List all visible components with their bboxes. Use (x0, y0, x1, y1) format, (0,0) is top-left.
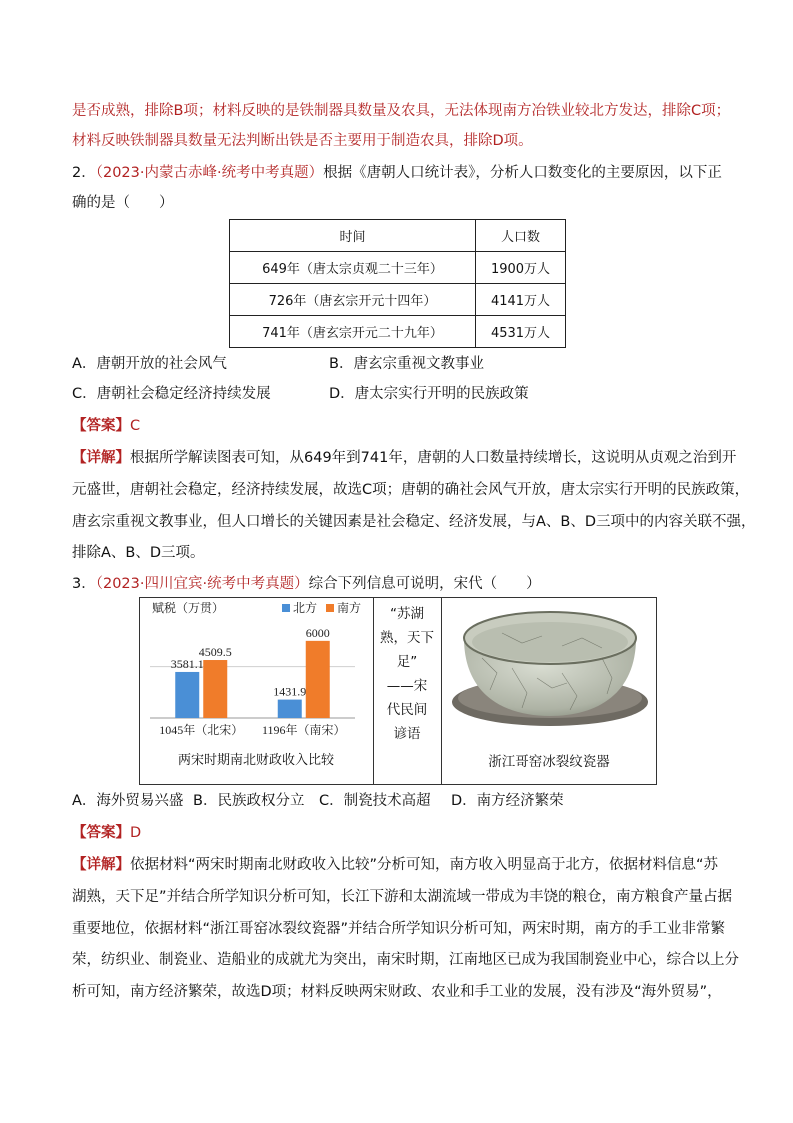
q3-option-b: B．民族政权分立 (193, 793, 305, 809)
table-cell-population: 4531万人 (476, 316, 566, 348)
q3-option-d: D．南方经济繁荣 (451, 793, 564, 809)
legend-label: 北方 (293, 601, 318, 615)
crackle-glaze-bowl-image (442, 598, 656, 743)
q2-answer-value: C (130, 418, 141, 434)
chart-title: 两宋时期南北财政收入比较 (177, 753, 335, 768)
proverb-line: 谚语 (393, 726, 421, 742)
q3-detail-label: 【详解】 (72, 857, 130, 873)
table-cell-population: 1900万人 (476, 252, 566, 284)
bar-north (278, 700, 302, 718)
q3-detail-line-1 (72, 855, 718, 875)
table-cell-time: 726年（唐玄宗开元十四年） (230, 284, 476, 316)
q2-stem-line-2: 确的是（ ） (72, 195, 174, 211)
legend-label: 南方 (337, 601, 362, 615)
bowl-caption: 浙江哥窑冰裂纹瓷器 (488, 754, 610, 770)
bar-data-label: 6000 (305, 625, 330, 640)
q2-detail-line-1 (72, 448, 736, 468)
bar-data-label: 4509.5 (198, 645, 232, 660)
q2-detail-label: 【详解】 (72, 450, 130, 466)
q3-answer-label: 【答案】 (72, 825, 130, 841)
q2-option-d: D．唐太宗实行开明的民族政策 (329, 386, 529, 402)
intro-line-1: 是否成熟，排除B项；材料反映的是铁制器具数量及农具，无法体现南方冶铁业较北方发达，排除C项； (72, 103, 731, 119)
q3-answer (72, 823, 141, 843)
x-tick-label: 1045年（北宋） (159, 723, 244, 737)
q2-detail-line-2: 元盛世，唐朝社会稳定，经济持续发展，故选C项；唐朝的确社会风气开放，唐太宗实行开明的民族政策， (72, 482, 750, 498)
q2-answer (72, 416, 140, 436)
q3-detail-line-5: 析可知，南方经济繁荣，故选D项；材料反映两宋财政、农业和手工业的发展，没有涉及“海外贸易”， (72, 984, 722, 1000)
revenue-chart (140, 598, 373, 784)
proverb-cell (373, 598, 442, 784)
table-cell-time: 741年（唐玄宗开元二十九年） (230, 316, 476, 348)
chart-ylabel: 赋税（万贯） (152, 601, 225, 615)
bar-south (306, 641, 330, 718)
proverb-line: 代民间 (386, 702, 428, 718)
legend-swatch (326, 604, 334, 612)
proverb-line: “苏湖 (390, 606, 424, 622)
q3-stem: 综合下列信息可说明，宋代（ ） (308, 576, 541, 592)
table-row (230, 284, 566, 316)
q3-number: 3． (72, 576, 96, 592)
q2-detail-text: 根据所学解读图表可知，从649年到741年，唐朝的人口数量持续增长，这说明从贞观之治到开 (130, 450, 737, 466)
bar-north (175, 672, 199, 718)
q2-answer-label: 【答案】 (72, 418, 130, 434)
q2-source: （2023·内蒙古赤峰·统考中考真题） (95, 165, 324, 181)
proverb-line: 熟，天下 (380, 630, 434, 646)
q3-option-c: C．制瓷技术高超 (319, 793, 431, 809)
q2-detail-line-4: 排除A、B、D三项。 (72, 545, 205, 561)
q3-answer-value: D (130, 825, 142, 841)
table-header-time: 时间 (230, 220, 476, 252)
q3-detail-text: 依据材料“两宋时期南北财政收入比较”分析可知，南方收入明显高于北方，依据材料信息“苏 (130, 857, 719, 873)
revenue-chart-cell (140, 598, 374, 784)
q3-figure (139, 597, 657, 785)
proverb-line: ——宋 (386, 678, 428, 694)
bowl-cell (442, 598, 656, 784)
q2-stem-line-1 (72, 163, 722, 183)
q2-detail-line-3: 唐玄宗重视文教事业，但人口增长的关键因素是社会稳定、经济发展，与A、B、D三项中的内容关联不强， (72, 514, 756, 530)
q3-option-a: A．海外贸易兴盛 (72, 793, 184, 809)
bar-data-label: 1431.9 (273, 684, 307, 699)
q3-stem-line (72, 574, 541, 594)
proverb-line: 足” (396, 654, 418, 670)
intro-line-2: 材料反映铁制器具数量无法判断出铁是否主要用于制造农具，排除D项。 (72, 133, 533, 149)
q2-option-b: B．唐玄宗重视文教事业 (329, 356, 484, 372)
table-header-population: 人口数 (476, 220, 566, 252)
table-cell-population: 4141万人 (476, 284, 566, 316)
table-row (230, 316, 566, 348)
q2-number: 2． (72, 165, 96, 181)
q3-detail-line-3: 重要地位，依据材料“浙江哥窑冰裂纹瓷器”并结合所学知识分析可知，两宋时期，南方的手工业非常繁 (72, 921, 726, 937)
q2-stem: 根据《唐朝人口统计表》，分析人口数变化的主要原因，以下正 (323, 165, 722, 181)
q3-detail-line-4: 荣，纺织业、制瓷业、造船业的成就尤为突出，南宋时期，江南地区已成为我国制瓷业中心，综合以上分 (72, 952, 739, 968)
x-tick-label: 1196年（南宋） (261, 723, 346, 737)
q3-source: （2023·四川宜宾·统考中考真题） (95, 576, 309, 592)
table-cell-time: 649年（唐太宗贞观二十三年） (230, 252, 476, 284)
q3-detail-line-2: 湖熟，天下足”并结合所学知识分析可知，长江下游和太湖流域一带成为丰饶的粮仓，南方粮食产量占据 (72, 889, 733, 905)
bar-data-label: 3581.1 (170, 656, 204, 671)
q2-option-c: C．唐朝社会稳定经济持续发展 (72, 386, 271, 402)
table-row (230, 252, 566, 284)
q2-option-a: A．唐朝开放的社会风气 (72, 356, 227, 372)
bar-south (203, 660, 227, 718)
population-table (229, 219, 566, 348)
legend-swatch (282, 604, 290, 612)
